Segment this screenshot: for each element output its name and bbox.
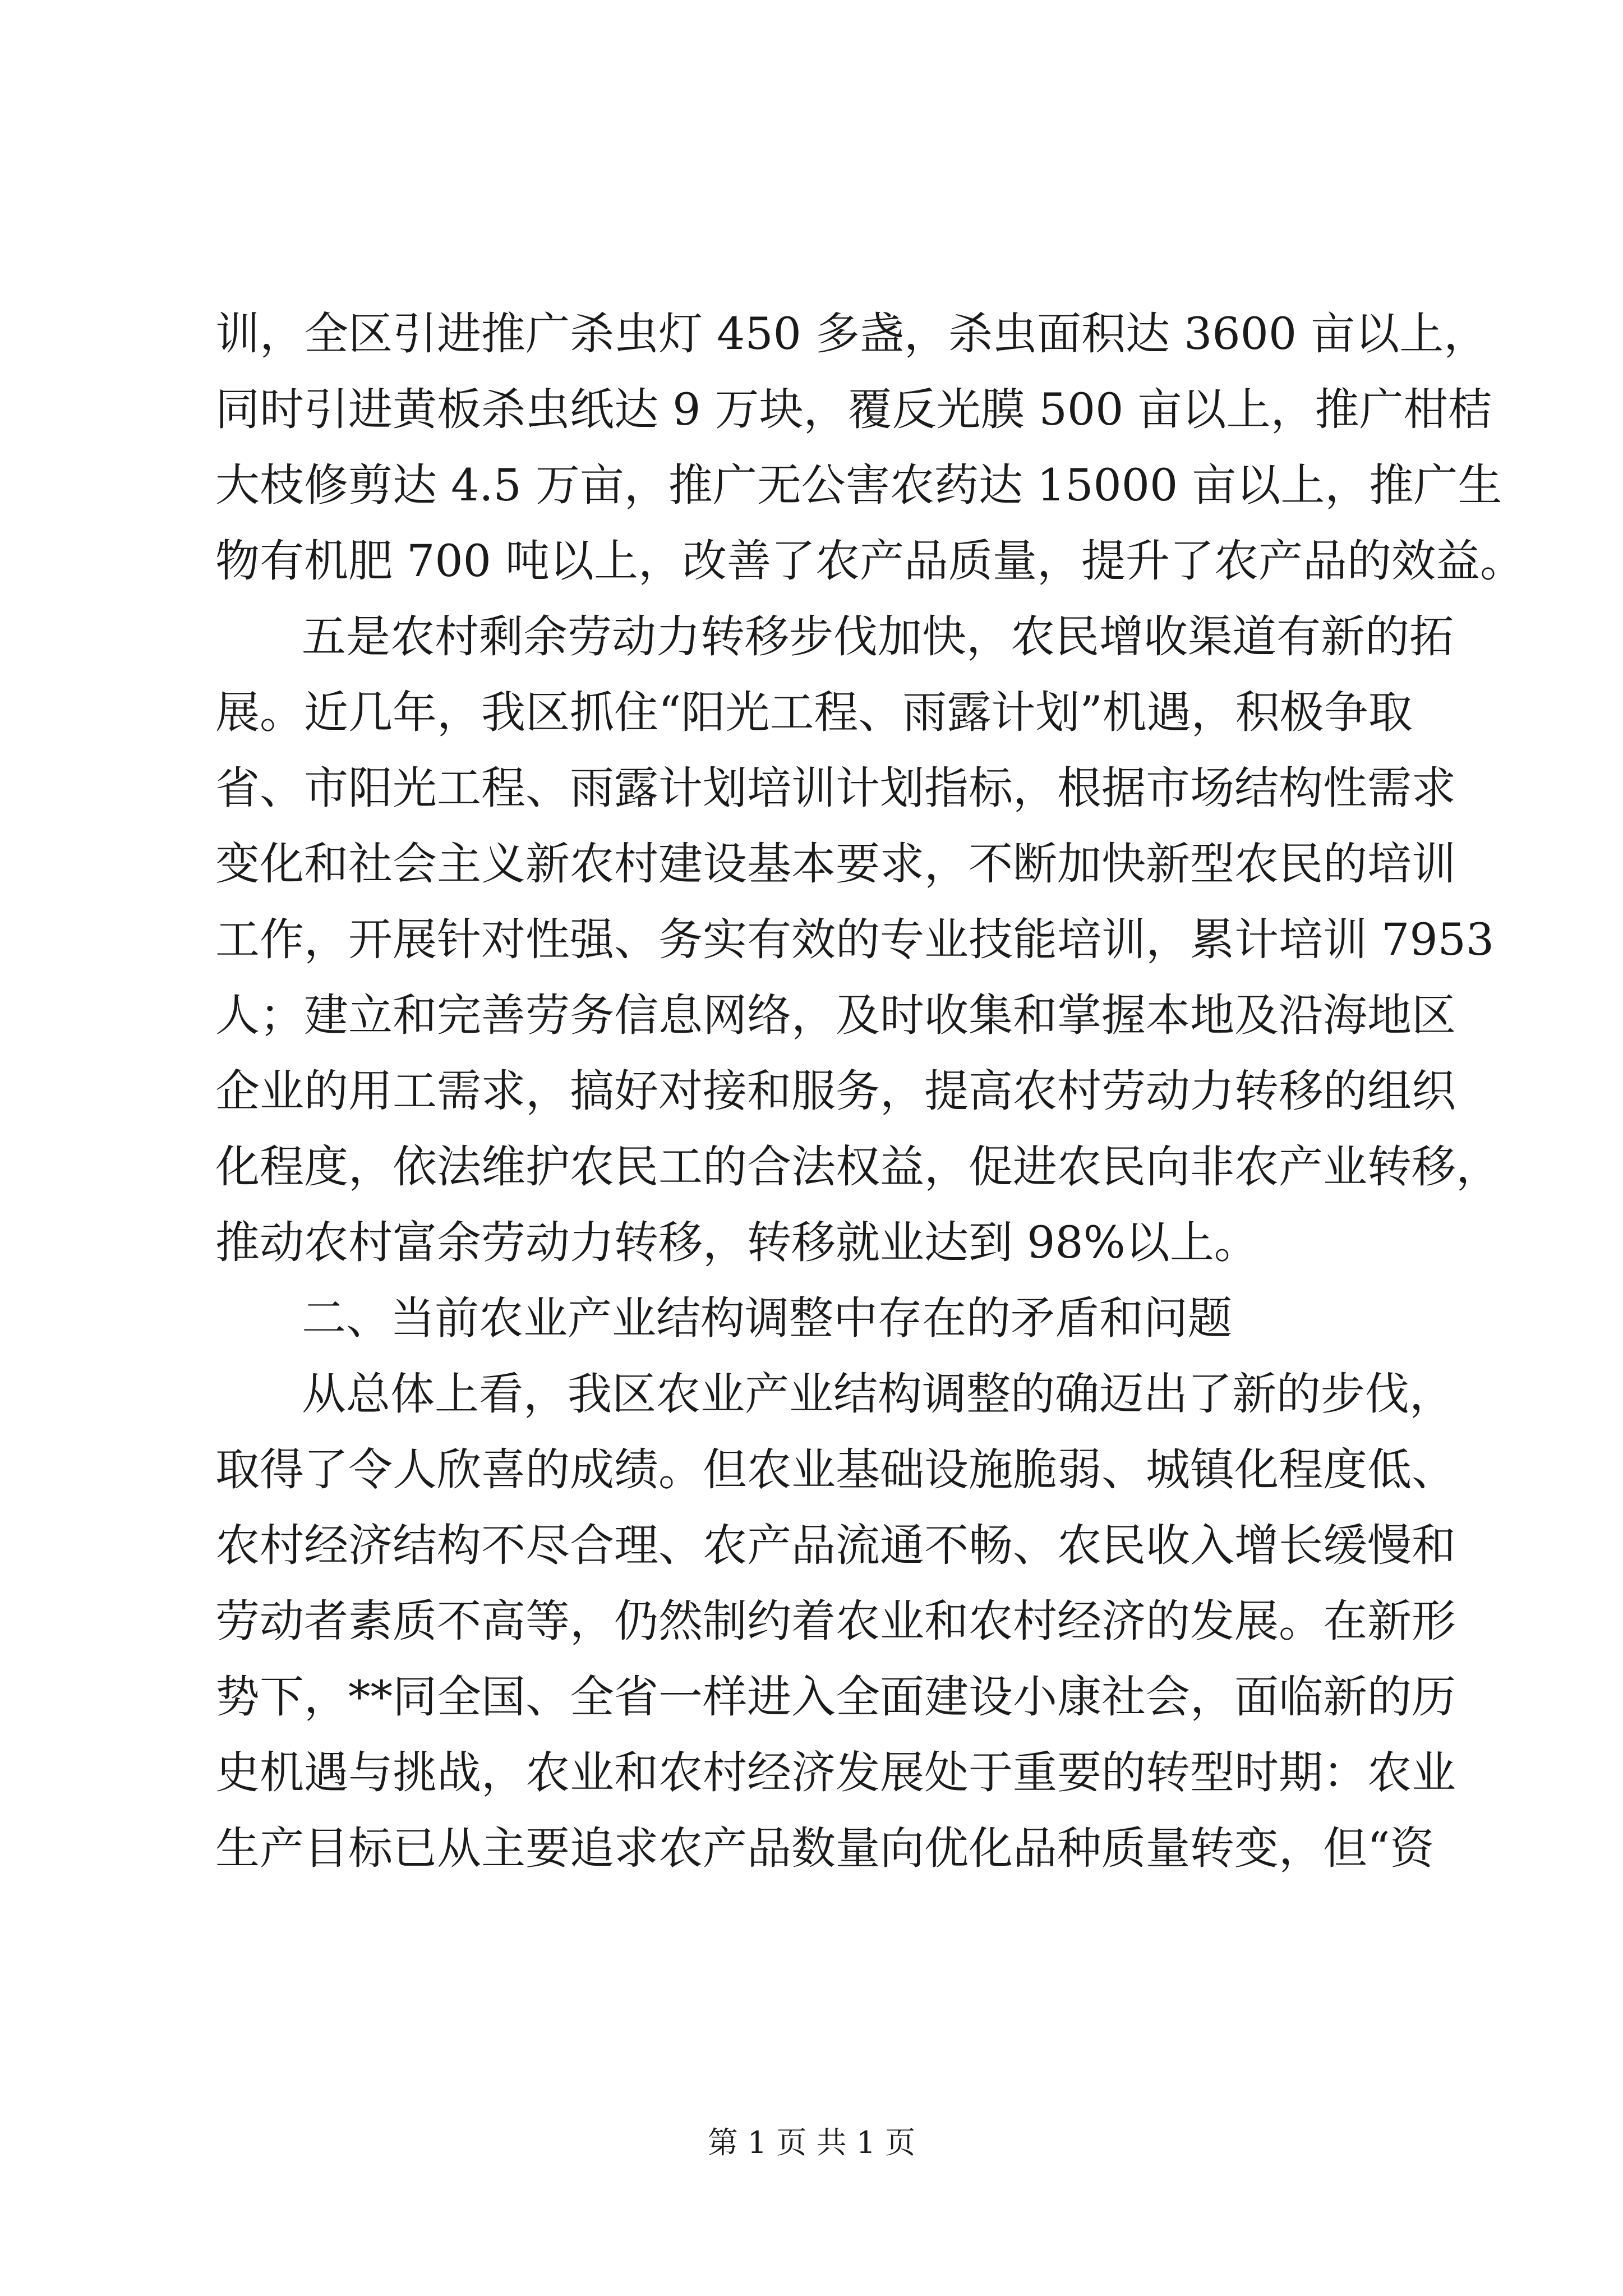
paragraph-last-line: 推动农村富余劳动力转移，转移就业达到 98%以上。 [215, 1217, 1258, 1268]
text-line: 劳动者素质不高等，仍然制约着农业和农村经济的发展。在新形 [215, 1595, 1456, 1647]
text-line: 化程度，依法维护农民工的合法权益，促进农民向非农产业转移， [215, 1141, 1500, 1193]
paragraph-first-line: 从总体上看，我区农业产业结构调整的确迈出了新的步伐， [302, 1368, 1454, 1420]
text-line: 工作，开展针对性强、务实有效的专业技能培训，累计培训 7953 [215, 914, 1495, 965]
text-line: 生产目标已从主要追求农产品数量向优化品种质量转变，但“资 [215, 1823, 1435, 1874]
text-line: 省、市阳光工程、雨露计划培训计划指标，根据市场结构性需求 [215, 762, 1456, 814]
text-line: 取得了令人欣喜的成绩。但农业基础设施脆弱、城镇化程度低、 [215, 1444, 1456, 1496]
text-line: 同时引进黄板杀虫纸达 9 万块，覆反光膜 500 亩以上，推广柑桔 [215, 384, 1492, 435]
text-line: 物有机肥 700 吨以上，改善了农产品质量，提升了农产品的效益。 [215, 535, 1525, 587]
text-line: 人；建立和完善劳务信息网络，及时收集和掌握本地及沿海地区 [215, 990, 1456, 1041]
text-line: 变化和社会主义新农村建设基本要求，不断加快新型农民的培训 [215, 838, 1456, 890]
text-line: 农村经济结构不尽合理、农产品流通不畅、农民收入增长缓慢和 [215, 1520, 1456, 1571]
text-line: 训，全区引进推广杀虫灯 450 多盏，杀虫面积达 3600 亩以上， [215, 308, 1488, 360]
page-number-footer: 第 1 页 共 1 页 [707, 2125, 916, 2160]
text-line: 企业的用工需求，搞好对接和服务，提高农村劳动力转移的组织 [215, 1065, 1456, 1117]
section-heading: 二、当前农业产业结构调整中存在的矛盾和问题 [302, 1292, 1232, 1344]
text-line: 史机遇与挑战，农业和农村经济发展处于重要的转型时期：农业 [215, 1747, 1456, 1798]
text-line: 展。近几年，我区抓住“阳光工程、雨露计划”机遇，积极争取 [215, 687, 1413, 738]
text-line: 势下，**同全国、全省一样进入全面建设小康社会，面临新的历 [215, 1671, 1456, 1723]
text-line: 大枝修剪达 4.5 万亩，推广无公害农药达 15000 亩以上，推广生 [215, 459, 1502, 511]
paragraph-first-line: 五是农村剩余劳动力转移步伐加快，农民增收渠道有新的拓 [302, 611, 1454, 662]
